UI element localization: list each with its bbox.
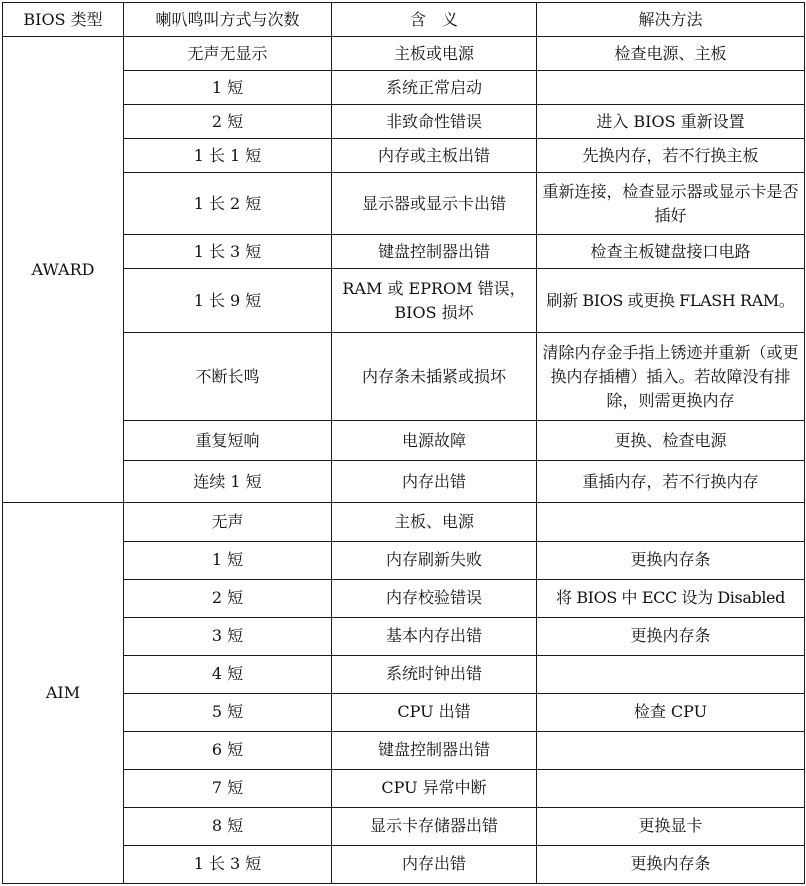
- meaning-cell: 内存校验错误: [332, 579, 537, 617]
- solution-cell: [537, 503, 805, 541]
- beep-cell: 4 短: [124, 655, 332, 693]
- solution-cell: 检查电源、主板: [537, 37, 805, 71]
- solution-cell: 重插内存，若不行换内存: [537, 461, 805, 503]
- meaning-cell: 系统正常启动: [332, 71, 537, 105]
- solution-cell: [537, 769, 805, 807]
- beep-cell: 5 短: [124, 693, 332, 731]
- table-row: [3, 807, 805, 845]
- solution-cell: 更换、检查电源: [537, 421, 805, 461]
- header-meaning: 含 义: [332, 3, 537, 37]
- beep-cell: 2 短: [124, 579, 332, 617]
- header-row: [3, 3, 805, 37]
- header-solution: 解决方法: [537, 3, 805, 37]
- beep-cell: 连续 1 短: [124, 461, 332, 503]
- bios-beep-code-table: [2, 2, 805, 884]
- solution-cell: [537, 655, 805, 693]
- beep-cell: 1 长 1 短: [124, 139, 332, 173]
- table-row: [3, 71, 805, 105]
- meaning-cell: 电源故障: [332, 421, 537, 461]
- table-row: [3, 269, 805, 333]
- solution-cell: 进入 BIOS 重新设置: [537, 105, 805, 139]
- table-row: [3, 37, 805, 71]
- beep-cell: 不断长鸣: [124, 333, 332, 421]
- solution-cell: [537, 71, 805, 105]
- table-row: [3, 579, 805, 617]
- beep-cell: 1 长 2 短: [124, 173, 332, 235]
- table-row: [3, 541, 805, 579]
- solution-cell: 更换内存条: [537, 617, 805, 655]
- table-row: [3, 845, 805, 883]
- table-row: [3, 235, 805, 269]
- solution-cell: 检查主板键盘接口电路: [537, 235, 805, 269]
- meaning-cell: 内存条未插紧或损坏: [332, 333, 537, 421]
- table-row: [3, 503, 805, 541]
- meaning-cell: 内存出错: [332, 461, 537, 503]
- beep-cell: 1 短: [124, 541, 332, 579]
- solution-cell: 清除内存金手指上锈迹并重新（或更换内存插槽）插入。若故障没有排除，则需更换内存: [537, 333, 805, 421]
- meaning-cell: 非致命性错误: [332, 105, 537, 139]
- meaning-cell: 系统时钟出错: [332, 655, 537, 693]
- meaning-cell: 显示器或显示卡出错: [332, 173, 537, 235]
- solution-cell: 更换显卡: [537, 807, 805, 845]
- solution-cell: 先换内存，若不行换主板: [537, 139, 805, 173]
- solution-cell: 检查 CPU: [537, 693, 805, 731]
- meaning-cell: CPU 异常中断: [332, 769, 537, 807]
- header-beep-pattern: 喇叭鸣叫方式与次数: [124, 3, 332, 37]
- solution-cell: 更换内存条: [537, 541, 805, 579]
- solution-cell: [537, 731, 805, 769]
- beep-cell: 1 短: [124, 71, 332, 105]
- table-row: [3, 139, 805, 173]
- meaning-cell: 键盘控制器出错: [332, 731, 537, 769]
- meaning-cell: 内存或主板出错: [332, 139, 537, 173]
- table-row: [3, 617, 805, 655]
- table-row: [3, 105, 805, 139]
- table-row: [3, 769, 805, 807]
- beep-cell: 无声无显示: [124, 37, 332, 71]
- solution-cell: 刷新 BIOS 或更换 FLASH RAM。: [537, 269, 805, 333]
- table-row: [3, 333, 805, 421]
- meaning-cell: 内存出错: [332, 845, 537, 883]
- solution-cell: 重新连接，检查显示器或显示卡是否插好: [537, 173, 805, 235]
- beep-cell: 1 长 3 短: [124, 845, 332, 883]
- bios-type-award: AWARD: [3, 37, 124, 503]
- bios-type-aim: AIM: [3, 503, 124, 884]
- header-bios-type: BIOS 类型: [3, 3, 124, 37]
- meaning-cell: 内存刷新失败: [332, 541, 537, 579]
- meaning-cell: 键盘控制器出错: [332, 235, 537, 269]
- beep-cell: 无声: [124, 503, 332, 541]
- beep-cell: 2 短: [124, 105, 332, 139]
- beep-cell: 7 短: [124, 769, 332, 807]
- meaning-cell: 显示卡存储器出错: [332, 807, 537, 845]
- table-row: [3, 693, 805, 731]
- solution-cell: 将 BIOS 中 ECC 设为 Disabled: [537, 579, 805, 617]
- table-row: [3, 655, 805, 693]
- meaning-cell: 主板或电源: [332, 37, 537, 71]
- meaning-cell: CPU 出错: [332, 693, 537, 731]
- table-row: [3, 461, 805, 503]
- meaning-cell: 主板、电源: [332, 503, 537, 541]
- beep-cell: 1 长 3 短: [124, 235, 332, 269]
- table-row: [3, 731, 805, 769]
- beep-cell: 6 短: [124, 731, 332, 769]
- meaning-cell: 基本内存出错: [332, 617, 537, 655]
- beep-cell: 1 长 9 短: [124, 269, 332, 333]
- table-row: [3, 173, 805, 235]
- beep-cell: 重复短响: [124, 421, 332, 461]
- beep-cell: 3 短: [124, 617, 332, 655]
- meaning-cell: RAM 或 EPROM 错误，BIOS 损坏: [332, 269, 537, 333]
- solution-cell: 更换内存条: [537, 845, 805, 883]
- table-row: [3, 421, 805, 461]
- beep-cell: 8 短: [124, 807, 332, 845]
